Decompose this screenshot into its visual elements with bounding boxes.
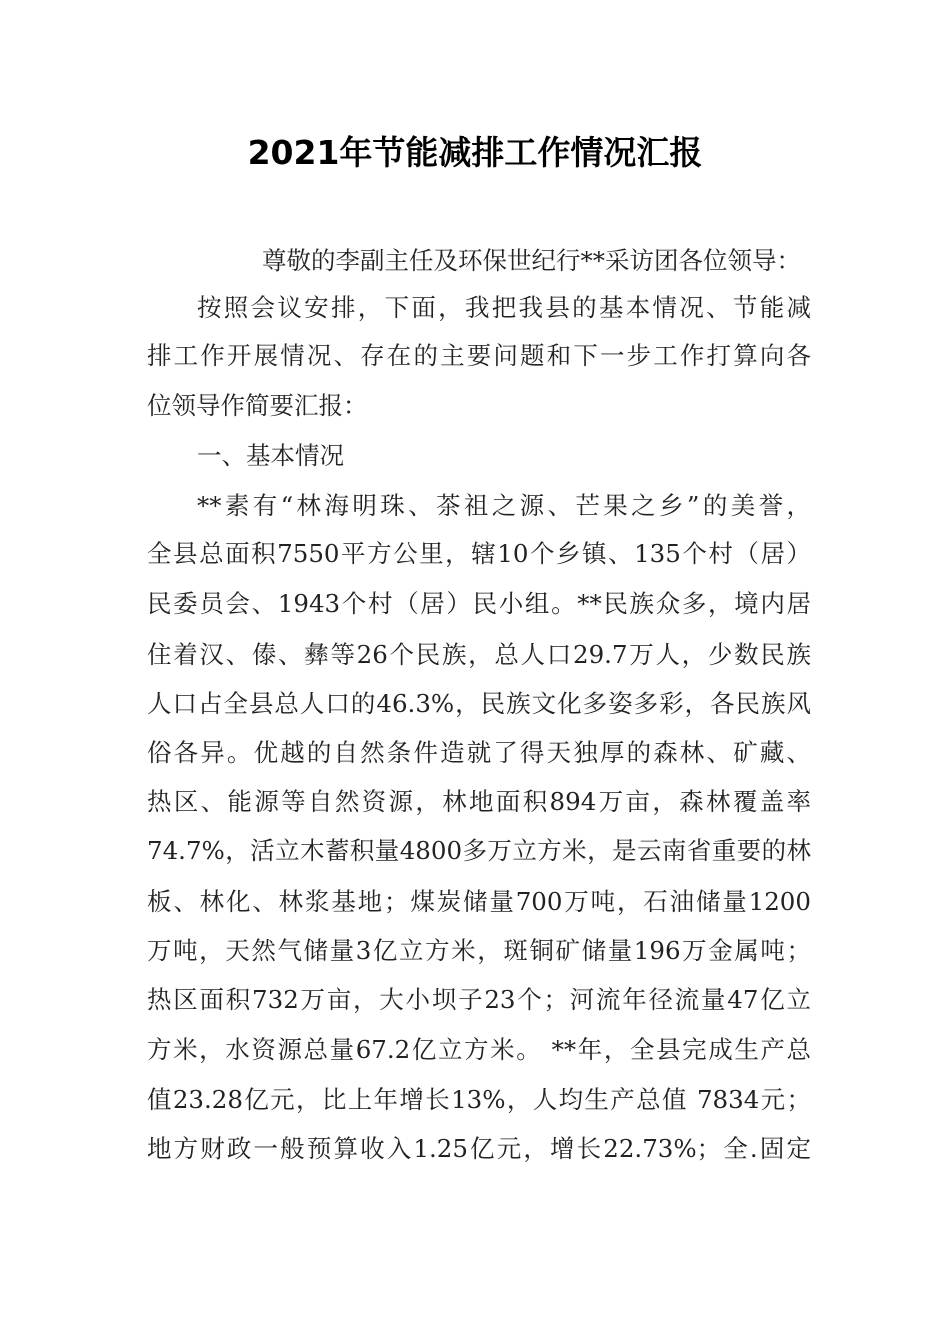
paragraph-line: 热区面积732万亩，大小坝子23个；河流年径流量47亿立 [147,985,811,1014]
section-heading: 一、基本情况 [197,441,344,470]
paragraph-line: 按照会议安排，下面，我把我县的基本情况、节能减 [197,293,811,322]
paragraph-line: 热区、能源等自然资源，林地面积894万亩，森林覆盖率 [147,787,811,816]
paragraph-line: 位领导作简要汇报： [147,391,368,420]
paragraph-line: 全县总面积7550平方公里，辖10个乡镇、135个村（居） [147,539,811,568]
paragraph-line: **素有“林海明珠、茶祖之源、芒果之乡”的美誉， [197,491,811,520]
paragraph-line: 方米，水资源总量67.2亿立方米。 **年，全县完成生产总 [147,1035,811,1064]
paragraph-line: 值23.28亿元，比上年增长13%，人均生产总值 7834元； [147,1085,811,1114]
paragraph-line: 万吨，天然气储量3亿立方米，斑铜矿储量196万金属吨； [147,936,811,965]
paragraph-line: 民委员会、1943个村（居）民小组。**民族众多，境内居 [147,589,811,618]
paragraph-line: 排工作开展情况、存在的主要问题和下一步工作打算向各 [147,341,811,370]
paragraph-line: 板、林化、林浆基地；煤炭储量700万吨，石油储量1200 [147,887,811,916]
paragraph-line: 住着汉、傣、彝等26个民族，总人口29.7万人，少数民族 [147,640,811,669]
paragraph-line: 人口占全县总人口的46.3%，民族文化多姿多彩，各民族风 [147,689,811,718]
paragraph-line: 地方财政一般预算收入1.25亿元，增长22.73%；全.固定 [147,1134,811,1163]
document-title: 2021年节能减排工作情况汇报 [247,133,703,172]
paragraph-line: 俗各异。优越的自然条件造就了得天独厚的森林、矿藏、 [147,738,811,767]
greeting-line: 尊敬的李副主任及环保世纪行**采访团各位领导： [262,246,801,275]
paragraph-line: 74.7%，活立木蓄积量4800多万立方米，是云南省重要的林 [147,836,811,865]
